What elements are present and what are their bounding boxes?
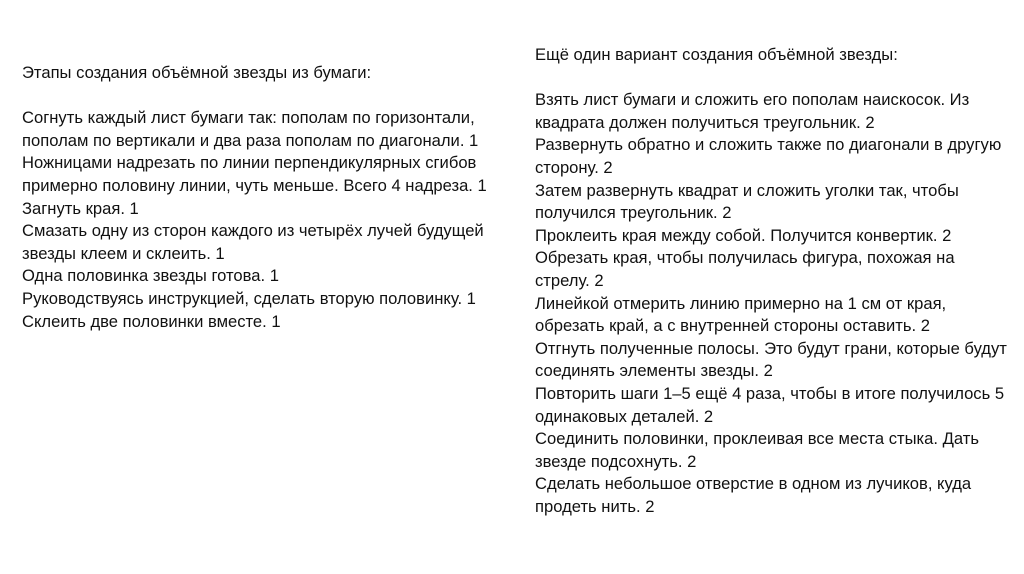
right-line: Взять лист бумаги и сложить его пополам наискосок. Из	[535, 90, 970, 110]
right-line: Развернуть обратно и сложить также по диагонали в другую	[535, 135, 1002, 155]
right-line: Повторить шаги 1–5 ещё 4 раза, чтобы в итоге получилось 5	[535, 383, 1005, 403]
right-line: Отгнуть полученные полосы. Это будут грани, которые будут	[535, 338, 1007, 358]
left-spacer	[22, 85, 487, 108]
right-instructions	[535, 44, 1007, 518]
left-line: Смазать одну из сторон каждого из четырёх лучей будущей	[22, 221, 484, 241]
left-line: Склеить две половинки вместе. 1	[22, 311, 281, 331]
right-line: Соединить половинки, проклеивая все места стыка. Дать	[535, 429, 979, 449]
left-line: Одна половинка звезды готова. 1	[22, 266, 279, 286]
left-line: Согнуть каждый лист бумаги так: пополам по горизонтали,	[22, 108, 475, 128]
right-line: Затем развернуть квадрат и сложить уголки так, чтобы	[535, 180, 959, 200]
right-line: одинаковых деталей. 2	[535, 406, 714, 426]
left-line: Ножницами надрезать по линии перпендикулярных сгибов	[22, 153, 477, 173]
right-line: соединять элементы звезды. 2	[535, 361, 773, 381]
right-line: получился треугольник. 2	[535, 203, 732, 223]
left-line: Руководствуясь инструкцией, сделать вторую половинку. 1	[22, 288, 476, 308]
left-instructions	[22, 62, 487, 333]
right-heading: Ещё один вариант создания объёмной звезды:	[535, 45, 898, 64]
right-line: Сделать небольшое отверстие в одном из лучиков, куда	[535, 474, 972, 494]
left-line: примерно половину линии, чуть меньше. Всего 4 надреза. 1	[22, 175, 487, 195]
right-line: стрелу. 2	[535, 270, 604, 290]
left-line: звезды клеем и склеить. 1	[22, 243, 225, 263]
right-line: Проклеить края между собой. Получится конвертик. 2	[535, 225, 952, 245]
right-line: квадрата должен получиться треугольник. 2	[535, 112, 875, 132]
left-line: Загнуть края. 1	[22, 198, 139, 218]
right-line: Обрезать края, чтобы получилась фигура, похожая на	[535, 248, 955, 268]
right-line: сторону. 2	[535, 157, 613, 177]
left-line: пополам по вертикали и два раза пополам по диагонали. 1	[22, 130, 479, 150]
right-line: обрезать край, а с внутренней стороны оставить. 2	[535, 316, 930, 336]
right-spacer	[535, 67, 1007, 90]
left-heading: Этапы создания объёмной звезды из бумаги:	[22, 63, 372, 82]
right-line: звезде подсохнуть. 2	[535, 451, 697, 471]
right-line: Линейкой отмерить линию примерно на 1 см от края,	[535, 293, 947, 313]
right-line: продеть нить. 2	[535, 496, 655, 516]
